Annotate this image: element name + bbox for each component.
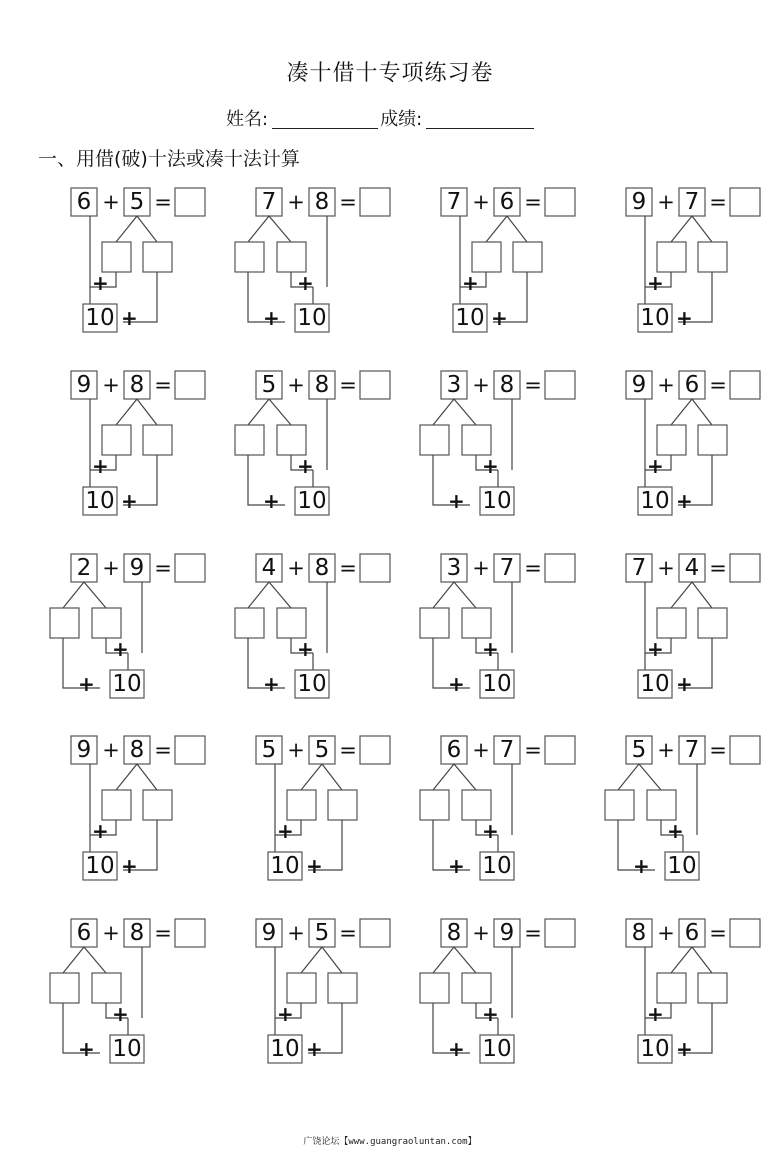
ten-label: 10 [640,305,670,331]
plus-sign: + [491,306,508,330]
plus-sign: + [472,373,490,397]
branch-line [692,399,712,425]
split-part-box[interactable] [92,608,121,638]
first-addend: 5 [631,737,647,763]
plus-sign: + [448,1037,465,1061]
problem-item [255,370,455,530]
split-part-box[interactable] [102,790,131,820]
branch-line [671,399,692,425]
answer-box[interactable] [545,188,575,216]
plus-sign: + [657,556,675,580]
first-addend: 4 [261,555,277,581]
split-part-box[interactable] [657,608,686,638]
plus-sign: + [667,819,684,843]
student-info [226,105,536,131]
second-addend: 5 [314,920,330,946]
plus-sign: + [472,738,490,762]
plus-sign: + [448,489,465,513]
name-blank[interactable] [272,110,378,129]
problem-item [625,370,780,530]
answer-box[interactable] [730,736,760,764]
first-addend: 9 [631,189,647,215]
second-addend: 7 [684,737,700,763]
branch-line [137,764,157,790]
ten-label: 10 [482,1036,512,1062]
plus-sign: + [647,271,664,295]
split-part-box[interactable] [657,242,686,272]
ten-label: 10 [455,305,485,331]
answer-box[interactable] [545,371,575,399]
split-part-box[interactable] [657,425,686,455]
split-part-box[interactable] [657,973,686,1003]
plus-sign: + [633,854,650,878]
branch-line [454,582,476,608]
answer-box[interactable] [175,371,205,399]
split-part-box[interactable] [102,425,131,455]
score-blank[interactable] [426,110,534,129]
ten-label: 10 [297,488,327,514]
branch-line [639,764,661,790]
problem-item [440,187,640,347]
second-addend: 9 [129,555,145,581]
first-addend: 9 [76,737,92,763]
branch-line [454,947,476,973]
split-part-box[interactable] [328,973,357,1003]
branch-line [63,947,84,973]
equals-sign: = [154,190,172,214]
answer-box[interactable] [175,919,205,947]
answer-box[interactable] [545,919,575,947]
problem-item [440,735,640,895]
plus-sign: + [121,489,138,513]
split-part-box[interactable] [92,973,121,1003]
split-part-box[interactable] [513,242,542,272]
plus-sign: + [92,271,109,295]
first-addend: 8 [631,920,647,946]
plus-sign: + [102,921,120,945]
second-addend: 8 [129,372,145,398]
equals-sign: = [154,921,172,945]
branch-line [269,216,291,242]
first-addend: 7 [631,555,647,581]
plus-sign: + [306,1037,323,1061]
second-addend: 8 [499,372,515,398]
branch-line [671,582,692,608]
branch-line [116,216,137,242]
problem-item [440,370,640,530]
branch-line [301,764,322,790]
plus-sign: + [657,190,675,214]
answer-box[interactable] [360,919,390,947]
problem-item [625,918,780,1078]
split-part-box[interactable] [462,425,491,455]
plus-sign: + [277,819,294,843]
split-part-box[interactable] [50,608,79,638]
problem-item [70,553,270,713]
problem-item [70,918,270,1078]
second-addend: 9 [499,920,515,946]
plus-sign: + [102,190,120,214]
branch-line [692,947,712,973]
plus-sign: + [647,454,664,478]
branch-line [322,947,342,973]
plus-sign: + [647,637,664,661]
split-part-box[interactable] [277,425,306,455]
plus-sign: + [102,373,120,397]
second-addend: 8 [314,555,330,581]
problem-item [70,735,270,895]
second-addend: 7 [499,555,515,581]
equals-sign: = [709,921,727,945]
answer-box[interactable] [545,736,575,764]
split-part-box[interactable] [472,242,501,272]
plus-sign: + [277,1002,294,1026]
plus-sign: + [112,637,129,661]
plus-sign: + [297,637,314,661]
ten-label: 10 [640,488,670,514]
problem-item [255,553,455,713]
first-addend: 7 [446,189,462,215]
branch-line [507,216,527,242]
plus-sign: + [482,819,499,843]
plus-sign: + [287,738,305,762]
branch-line [84,947,106,973]
plus-sign: + [448,672,465,696]
ten-label: 10 [640,671,670,697]
branch-line [269,399,291,425]
first-addend: 9 [631,372,647,398]
second-addend: 8 [129,737,145,763]
plus-sign: + [287,921,305,945]
first-addend: 6 [446,737,462,763]
equals-sign: = [709,738,727,762]
ten-label: 10 [270,1036,300,1062]
plus-sign: + [306,854,323,878]
branch-line [692,582,712,608]
equals-sign: = [524,373,542,397]
branch-line [454,764,476,790]
plus-sign: + [472,556,490,580]
equals-sign: = [524,921,542,945]
branch-line [671,947,692,973]
equals-sign: = [709,373,727,397]
problem-item [70,187,270,347]
plus-sign: + [121,854,138,878]
second-addend: 5 [129,189,145,215]
plus-sign: + [482,1002,499,1026]
name-label: 姓名: [226,109,269,130]
plus-sign: + [676,1037,693,1061]
answer-box[interactable] [730,554,760,582]
first-addend: 3 [446,372,462,398]
first-addend: 8 [446,920,462,946]
footer-watermark: 广饶论坛【www.guangraoluntan.com】 [303,1137,477,1147]
split-part-box[interactable] [698,973,727,1003]
problem-item [255,187,455,347]
split-part-box[interactable] [462,790,491,820]
plus-sign: + [676,489,693,513]
ten-label: 10 [112,1036,142,1062]
split-part-box[interactable] [143,242,172,272]
plus-sign: + [78,672,95,696]
plus-sign: + [676,672,693,696]
problem-item [625,735,780,895]
problem-item [440,553,640,713]
plus-sign: + [102,738,120,762]
ten-label: 10 [482,853,512,879]
answer-box[interactable] [360,371,390,399]
second-addend: 8 [314,189,330,215]
ten-label: 10 [482,488,512,514]
answer-box[interactable] [175,188,205,216]
plus-sign: + [112,1002,129,1026]
ten-label: 10 [85,305,115,331]
plus-sign: + [657,373,675,397]
split-part-box[interactable] [277,242,306,272]
problem-item [255,918,455,1078]
branch-line [116,399,137,425]
ten-label: 10 [667,853,697,879]
ten-label: 10 [640,1036,670,1062]
split-part-box[interactable] [647,790,676,820]
first-addend: 5 [261,737,277,763]
split-part-box[interactable] [698,425,727,455]
answer-box[interactable] [545,554,575,582]
problem-item [440,918,640,1078]
split-part-box[interactable] [698,242,727,272]
second-addend: 4 [684,555,700,581]
plus-sign: + [92,819,109,843]
split-part-box[interactable] [287,790,316,820]
split-part-box[interactable] [143,790,172,820]
plus-sign: + [263,489,280,513]
answer-box[interactable] [360,554,390,582]
ten-label: 10 [482,671,512,697]
branch-line [454,399,476,425]
equals-sign: = [154,556,172,580]
equals-sign: = [339,190,357,214]
plus-sign: + [102,556,120,580]
ten-label: 10 [85,853,115,879]
score-label: 成绩: [380,109,423,130]
plus-sign: + [92,454,109,478]
split-part-box[interactable] [698,608,727,638]
answer-box[interactable] [360,188,390,216]
second-addend: 5 [314,737,330,763]
equals-sign: = [524,190,542,214]
branch-line [692,216,712,242]
plus-sign: + [472,190,490,214]
first-addend: 5 [261,372,277,398]
first-addend: 3 [446,555,462,581]
answer-box[interactable] [730,188,760,216]
plus-sign: + [482,454,499,478]
problem-item [255,735,455,895]
plus-sign: + [647,1002,664,1026]
first-addend: 9 [76,372,92,398]
split-part-box[interactable] [50,973,79,1003]
equals-sign: = [339,556,357,580]
split-part-box[interactable] [462,973,491,1003]
equals-sign: = [154,738,172,762]
branch-line [301,947,322,973]
split-part-box[interactable] [328,790,357,820]
plus-sign: + [657,738,675,762]
plus-sign: + [263,672,280,696]
answer-box[interactable] [175,736,205,764]
branch-line [269,582,291,608]
equals-sign: = [339,738,357,762]
plus-sign: + [78,1037,95,1061]
branch-line [137,216,157,242]
branch-line [63,582,84,608]
split-part-box[interactable] [287,973,316,1003]
second-addend: 8 [129,920,145,946]
ten-label: 10 [270,853,300,879]
split-part-box[interactable] [462,608,491,638]
plus-sign: + [448,854,465,878]
answer-box[interactable] [730,371,760,399]
plus-sign: + [287,373,305,397]
second-addend: 8 [314,372,330,398]
branch-line [137,399,157,425]
plus-sign: + [482,637,499,661]
equals-sign: = [709,556,727,580]
equals-sign: = [524,556,542,580]
first-addend: 7 [261,189,277,215]
plus-sign: + [676,306,693,330]
branch-line [84,582,106,608]
first-addend: 2 [76,555,92,581]
branch-line [486,216,507,242]
answer-box[interactable] [360,736,390,764]
ten-label: 10 [85,488,115,514]
second-addend: 6 [499,189,515,215]
plus-sign: + [297,454,314,478]
first-addend: 6 [76,920,92,946]
plus-sign: + [462,271,479,295]
plus-sign: + [287,190,305,214]
equals-sign: = [339,373,357,397]
split-part-box[interactable] [277,608,306,638]
plus-sign: + [121,306,138,330]
branch-line [671,216,692,242]
answer-box[interactable] [730,919,760,947]
problem-item [70,370,270,530]
plus-sign: + [657,921,675,945]
branch-line [322,764,342,790]
equals-sign: = [524,738,542,762]
plus-sign: + [472,921,490,945]
equals-sign: = [339,921,357,945]
problem-item [625,553,780,713]
equals-sign: = [154,373,172,397]
first-addend: 9 [261,920,277,946]
plus-sign: + [297,271,314,295]
ten-label: 10 [297,305,327,331]
second-addend: 6 [684,920,700,946]
split-part-box[interactable] [102,242,131,272]
second-addend: 6 [684,372,700,398]
second-addend: 7 [499,737,515,763]
plus-sign: + [263,306,280,330]
page-title: 凑十借十专项练习卷 [286,61,494,86]
equals-sign: = [709,190,727,214]
plus-sign: + [287,556,305,580]
first-addend: 6 [76,189,92,215]
ten-label: 10 [297,671,327,697]
answer-box[interactable] [175,554,205,582]
problem-item [625,187,780,347]
ten-label: 10 [112,671,142,697]
second-addend: 7 [684,189,700,215]
branch-line [116,764,137,790]
section-heading: 一、用借(破)十法或凑十法计算 [38,148,300,170]
split-part-box[interactable] [143,425,172,455]
